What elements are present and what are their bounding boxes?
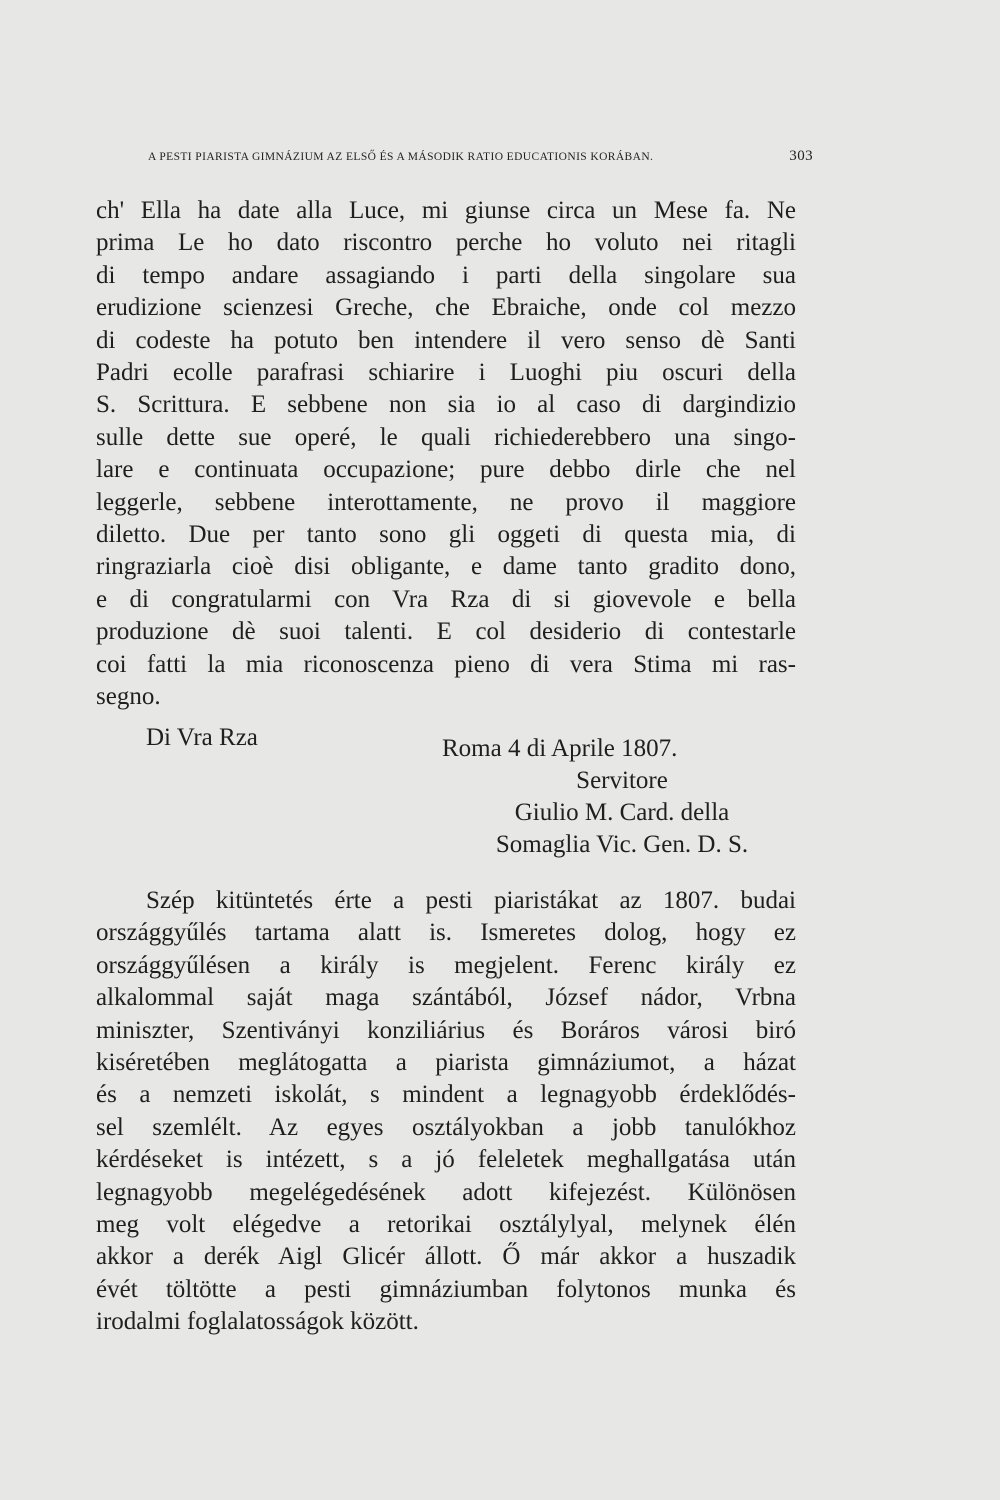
text-line: irodalmi foglalatosságok között. xyxy=(96,1308,419,1336)
text-line: segno. xyxy=(96,683,161,711)
text-line: di tempo andare assagiando i parti della singolare sua xyxy=(96,261,796,289)
text-line: erudizione scienzesi Greche, che Ebraiche, onde col mezzo xyxy=(96,294,796,322)
text-line: produzione dè suoi talenti. E col desiderio di contestarle xyxy=(96,618,796,646)
text-line: akkor a derék Aigl Glicér állott. Ő már akkor a huszadik xyxy=(96,1243,796,1271)
text-line: meg volt elégedve a retorikai osztálylyal, melynek élén xyxy=(96,1211,796,1239)
text-line: legnagyobb megelégedésének adott kifejezést. Különösen xyxy=(96,1178,796,1206)
letter-signature xyxy=(482,765,762,861)
letter-salutation: Di Vra Rza xyxy=(146,724,258,751)
text-line: sel szemlélt. Az egyes osztályokban a jobb tanulókhoz xyxy=(96,1113,796,1141)
text-line: sulle dette sue operé, le quali richiederebbero una singo- xyxy=(96,423,796,451)
text-line: prima Le ho dato riscontro perche ho voluto nei ritagli xyxy=(96,229,796,257)
text-line: lare e continuata occupazione; pure debbo dirle che nel xyxy=(96,456,796,484)
text-line: kérdéseket is intézett, s a jó feleletek meghallgatása után xyxy=(96,1146,796,1174)
text-line: diletto. Due per tanto sono gli oggeti di questa mia, di xyxy=(96,521,796,549)
letter-place-date: Roma 4 di Aprile 1807. xyxy=(442,735,678,762)
text-line: és a nemzeti iskolát, s mindent a legnagyobb érdeklődés- xyxy=(96,1081,796,1109)
page-number: 303 xyxy=(789,148,813,164)
body-paragraph xyxy=(96,885,796,1339)
signature-line: Servitore xyxy=(576,767,668,794)
running-title: A PESTI PIARISTA GIMNÁZIUM AZ ELSŐ ÉS A MÁSODIK RATIO EDUCATIONIS KORÁBAN. xyxy=(148,151,654,163)
text-line: kiséretében meglátogatta a piarista gimnáziumot, a házat xyxy=(96,1049,796,1077)
text-line: ringraziarla cioè disi obligante, e dame tanto gradito dono, xyxy=(96,553,796,581)
text-line: miniszter, Szentiványi konziliárius és Boráros városi biró xyxy=(96,1016,796,1044)
text-line: Szép kitüntetés érte a pesti piaristákat az 1807. budai xyxy=(146,887,796,914)
text-line: alkalommal saját maga szántából, József nádor, Vrbna xyxy=(96,984,796,1012)
text-line: di codeste ha potuto ben intendere il vero senso dè Santi xyxy=(96,326,796,354)
text-line: coi fatti la mia riconoscenza pieno di vera Stima mi ras- xyxy=(96,650,796,678)
text-line: országgyűlésen a király is megjelent. Ferenc király ez xyxy=(96,951,796,979)
text-line: Padri ecolle parafrasi schiarire i Luoghi piu oscuri della xyxy=(96,359,796,387)
letter-body xyxy=(96,195,796,714)
text-line: S. Scrittura. E sebbene non sia io al caso di dargindizio xyxy=(96,391,796,419)
text-line: e di congratularmi con Vra Rza di si giovevole e bella xyxy=(96,585,796,613)
signature-line: Giulio M. Card. della xyxy=(514,799,730,826)
text-line: leggerle, sebbene interottamente, ne provo il maggiore xyxy=(96,488,796,516)
text-line: ch' Ella ha date alla Luce, mi giunse circa un Mese fa. Ne xyxy=(96,197,796,224)
running-header xyxy=(148,148,813,165)
signature-line: Somaglia Vic. Gen. D. S. xyxy=(495,831,749,858)
text-line: évét töltötte a pesti gimnáziumban folytonos munka és xyxy=(96,1275,796,1303)
text-line: országgyűlés tartama alatt is. Ismeretes dolog, hogy ez xyxy=(96,919,796,947)
